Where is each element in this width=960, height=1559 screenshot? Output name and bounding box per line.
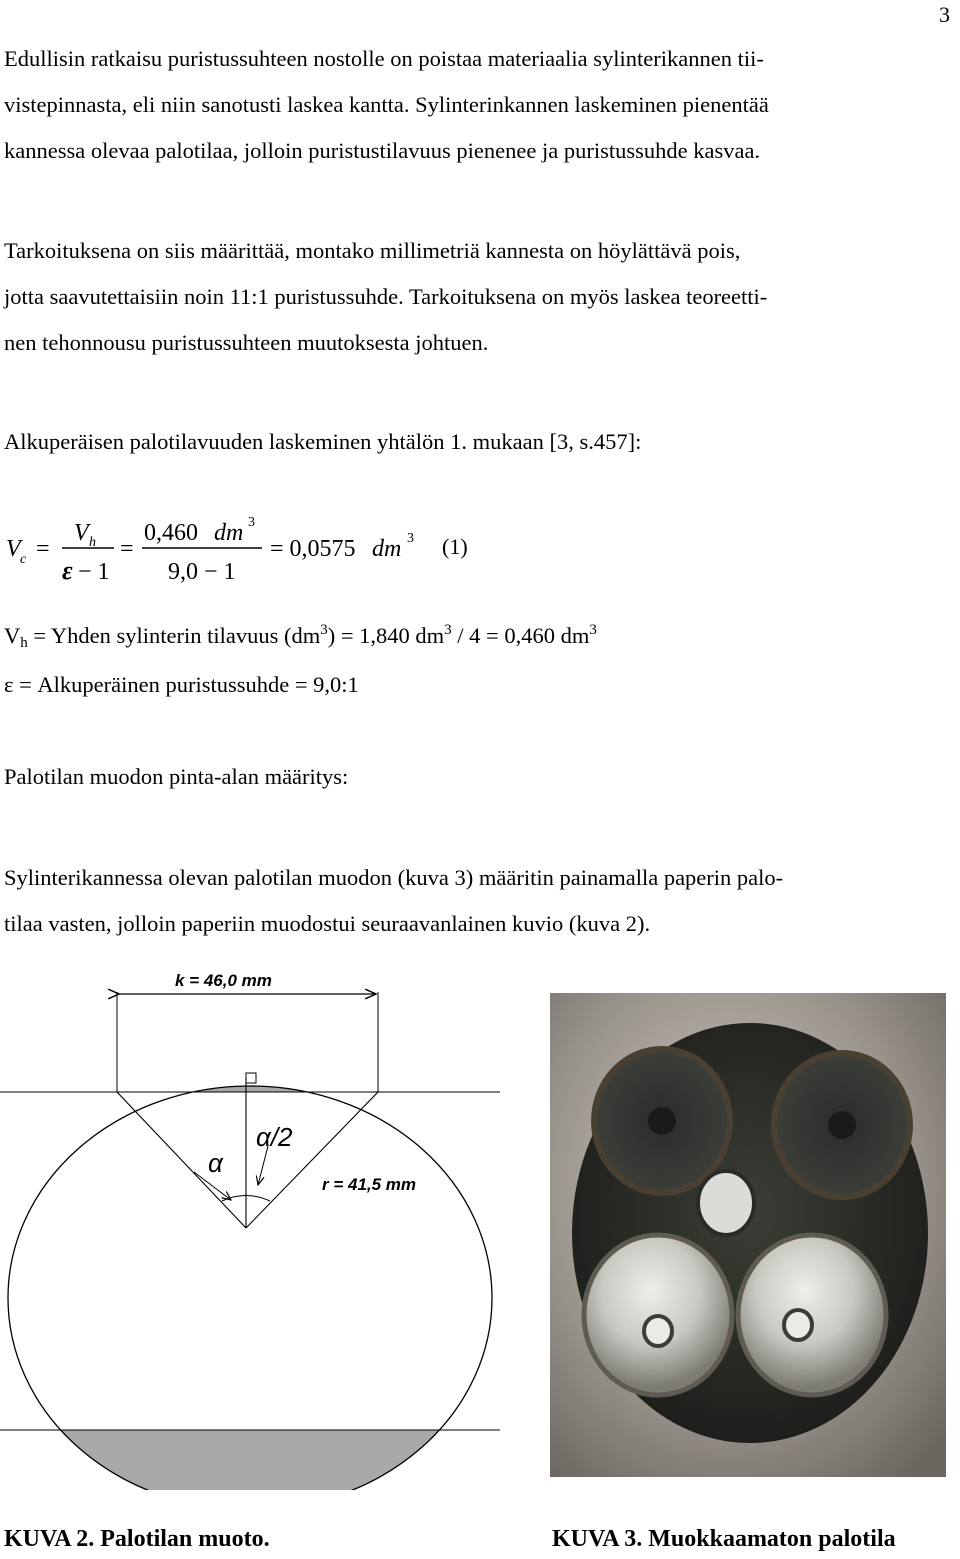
half-angle-label: α/2	[256, 1122, 293, 1152]
text-line: Alkuperäisen palotilavuuden laskeminen yhtälön 1. mukaan [3, s.457]:	[4, 429, 642, 454]
definition-vh	[4, 622, 597, 652]
caption-figure-3: KUVA 3. Muokkaamaton palotila	[552, 1526, 896, 1552]
radius-line	[117, 1092, 246, 1228]
formula-numerator-unit: dm	[214, 520, 244, 546]
formula-result-unit: dm	[372, 536, 402, 562]
formula-vh: V	[74, 520, 89, 546]
formula-epsilon: ε	[62, 556, 73, 585]
formula-vh-sub: h	[89, 535, 96, 550]
text-line: nen tehonnousu puristussuhteen muutoksesta johtuen.	[4, 330, 489, 355]
intro-paragraph	[4, 36, 954, 174]
right-angle-marker	[246, 1073, 256, 1083]
formula-numerator-value: 0,460	[144, 520, 198, 546]
text-line: Tarkoituksena on siis määrittää, montako millimetriä kannesta on höylättävä pois,	[4, 238, 741, 263]
radius-label: r = 41,5 mm	[322, 1175, 417, 1194]
def-superscript: 3	[444, 622, 452, 638]
equation-1	[0, 500, 520, 600]
page-number: 3	[939, 2, 950, 27]
def-superscript: 3	[320, 622, 328, 638]
text-line: jotta saavutettaisiin noin 11:1 puristussuhde. Tarkoituksena on myös laskea teoreetti-	[4, 284, 768, 309]
angle-label: α	[208, 1148, 223, 1178]
text-line: vistepinnasta, eli niin sanotusti laskea kantta. Sylinterinkannen laskeminen pienentää	[4, 92, 769, 117]
chamber-outline	[8, 1086, 492, 1490]
valve-stem	[784, 1310, 812, 1340]
combustion-chamber-photo	[550, 993, 946, 1477]
def-subscript: h	[20, 635, 28, 651]
valve-center	[648, 1107, 676, 1135]
text-line: tilaa vasten, jolloin paperiin muodostui seuraavanlainen kuvio (kuva 2).	[4, 911, 651, 936]
formula-equals: =	[36, 536, 50, 562]
spark-plug-hole	[698, 1171, 754, 1235]
formula-intro-paragraph	[4, 419, 954, 465]
text-line: Sylinterikannessa olevan palotilan muodon (kuva 3) määritin painamalla paperin palo-	[4, 865, 784, 890]
formula-lhs-sub: c	[20, 552, 27, 567]
section-heading: Palotilan muodon pinta-alan määritys:	[4, 764, 349, 789]
def-superscript: 3	[589, 622, 597, 638]
valve-center	[828, 1111, 856, 1139]
definition-epsilon: ε = Alkuperäinen puristussuhde = 9,0:1	[4, 672, 359, 697]
text-line: Edullisin ratkaisu puristussuhteen nostolle on poistaa materiaalia sylinterikannen tii-	[4, 46, 764, 71]
def-text: = Yhden sylinterin tilavuus (dm	[27, 623, 321, 648]
valve-stem	[644, 1316, 672, 1346]
formula-exponent: 3	[248, 515, 255, 530]
bottom-segment	[0, 1430, 500, 1490]
formula-lhs: V	[6, 536, 21, 562]
formula-denominator: 9,0 − 1	[168, 559, 236, 585]
chord-label: k = 46,0 mm	[175, 971, 272, 990]
text-line: kannessa olevaa palotilaa, jolloin puristustilavuus pienenee ja puristussuhde kasvaa.	[4, 138, 761, 163]
def-text: ) = 1,840 dm	[327, 623, 445, 648]
method-paragraph	[4, 855, 954, 947]
exhaust-valve	[738, 1235, 886, 1395]
formula-exponent: 3	[407, 531, 414, 546]
purpose-paragraph	[4, 228, 954, 366]
formula-number: (1)	[442, 534, 468, 559]
def-text: / 4 = 0,460 dm	[451, 623, 590, 648]
formula-result: = 0,0575	[270, 536, 356, 562]
combustion-chamber-diagram	[0, 960, 500, 1490]
formula-minus-one: − 1	[78, 559, 110, 585]
formula-equals: =	[120, 536, 134, 562]
def-symbol: V	[4, 623, 21, 648]
radius-line	[246, 1092, 378, 1228]
caption-figure-2: KUVA 2. Palotilan muoto.	[4, 1526, 270, 1552]
